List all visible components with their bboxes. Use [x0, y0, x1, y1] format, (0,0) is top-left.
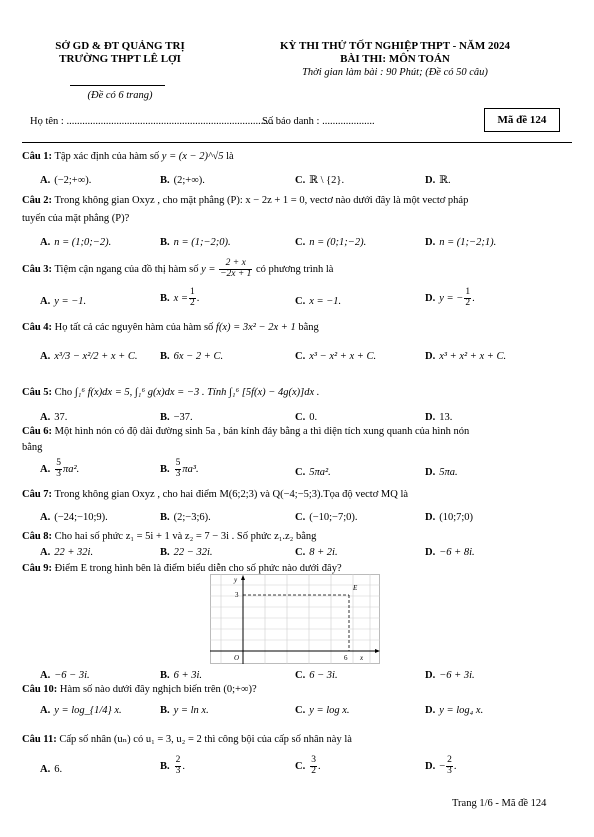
question-text: Cho [54, 387, 73, 398]
option-d: D. ℝ. [425, 175, 451, 186]
question-math: f(x) = 3x² − 2x + 1 [215, 322, 296, 333]
question-4-options [40, 350, 580, 364]
sbd-field: Số báo danh : .................... [262, 116, 375, 127]
option-b: B. y = ln x. [160, 705, 209, 716]
question-label: Câu 2: [22, 195, 53, 206]
question-label: Câu 7: [22, 489, 53, 500]
option-d: D. y = − $\frac{1}{2}$ . [425, 287, 475, 308]
pages-note: (Đề có 6 trang) [87, 90, 153, 101]
fraction: $\frac{2 + x}{-2x + 1}$ [220, 258, 252, 279]
question-11-options [40, 755, 580, 777]
question-8-options [40, 546, 580, 560]
question-label: Câu 5: [22, 387, 53, 398]
question-6 [22, 425, 572, 438]
question-math: ∫₁⁶ f(x)dx = 5, ∫₁⁶ g(x)dx = −3 . Tính ∫₁⁶ [5f(x) − 4g(x)]dx . [74, 387, 320, 398]
header-divider [70, 85, 165, 86]
option-b: B. (2;−3;6). [160, 512, 211, 523]
option-c: C. (−10;−7;0). [295, 512, 358, 523]
option-b: B. −37. [160, 412, 193, 423]
option-b: B. (2;+∞). [160, 175, 205, 186]
point-label: E [353, 584, 358, 592]
option-c: C. x³ − x² + x + C. [295, 351, 377, 362]
question-text: Cho hai số phức z₁ = 5i + 1 và z₂ = 7 − 3i . Số phức z₁.z₂ bằng [54, 531, 317, 542]
question-text: Trong không gian Oxyz , cho mặt phẳng (P): x − 2z + 1 = 0, vectơ nào dưới đây là một vectơ pháp [54, 195, 469, 206]
x-tick-label: 6 [344, 654, 348, 662]
option-b: B. 6 + 3i. [160, 670, 203, 681]
question-tail: là [226, 151, 234, 162]
question-label: Câu 11: [22, 734, 57, 745]
question-label: Câu 9: [22, 563, 53, 574]
question-1-options [40, 174, 580, 188]
option-b: B. x = $\frac{1}{2}$ . [160, 287, 200, 308]
option-a: A. (−2;+∞). [40, 175, 92, 186]
subject-title: BÀI THI: MÔN TOÁN [340, 53, 450, 65]
option-d: D. y = log₄ x. [425, 705, 484, 716]
option-b: B. $\frac{5}{3}$ πa³. [160, 458, 199, 479]
y-axis-label: y [234, 576, 238, 584]
question-label: Câu 6: [22, 426, 53, 437]
question-text: Hàm số nào dưới đây nghịch biến trên (0;+∞)? [59, 684, 257, 695]
question-label: Câu 10: [22, 684, 58, 695]
question-label: Câu 3: [22, 263, 53, 275]
page-footer: Trang 1/6 - Mã đề 124 [452, 798, 547, 809]
question-label: Câu 4: [22, 322, 53, 333]
option-a: A. 22 + 32i. [40, 547, 94, 558]
question-10-options [40, 704, 580, 718]
question-3: Câu 3: Tiệm cận ngang của đồ thị hàm số y = $\frac{2 + x}{-2x + 1}$ có phương trình là [22, 258, 334, 279]
question-2-options [40, 236, 580, 250]
question-tail: bằng [298, 322, 319, 333]
option-d: D. n = (1;−2;1). [425, 237, 497, 248]
complex-plane-figure [210, 574, 380, 664]
question-tail: có phương trình là [256, 263, 334, 275]
option-c: C. n = (0;1;−2). [295, 237, 367, 248]
option-c: C. ℝ \ {2}. [295, 175, 345, 186]
question-text: Tập xác định của hàm số [54, 151, 160, 162]
question-10 [22, 683, 572, 696]
x-axis-label: x [360, 654, 364, 662]
question-label: Câu 8: [22, 531, 53, 542]
school-name: TRƯỜNG THPT LÊ LỢI [59, 53, 181, 65]
question-text: Trong không gian Oxyz , cho hai điểm M(6;2;3) và Q(−4;−5;3).Tọa độ vectơ MQ là [54, 489, 409, 500]
exam-title: KỲ THI THỬ TỐT NGHIỆP THPT - NĂM 2024 [279, 40, 511, 52]
top-rule [22, 142, 572, 143]
option-a: A. y = log_{1/4} x. [40, 705, 122, 716]
name-field: Họ tên : ............................................................................... [30, 116, 274, 127]
question-label: Câu 1: [22, 151, 53, 162]
question-9-options [40, 669, 580, 683]
option-b: B. 6x − 2 + C. [160, 351, 224, 362]
question-7-options [40, 511, 580, 525]
option-b: B. n = (1;−2;0). [160, 237, 231, 248]
department-name: SỞ GD & ĐT QUẢNG TRỊ [55, 40, 185, 52]
option-c: C. y = log x. [295, 705, 350, 716]
option-a: A. (−24;−10;9). [40, 512, 108, 523]
option-a: A. $\frac{5}{3}$ πa². [40, 458, 80, 479]
option-a: A. −6 − 3i. [40, 670, 90, 681]
option-d: D. −6 + 8i. [425, 547, 475, 558]
question-text: Một hình nón có độ dài đường sinh 5a , bán kính đáy bằng a thì diện tích xung quanh của hình nón [54, 426, 470, 437]
question-6-options [40, 458, 580, 480]
y-tick-label: 3 [235, 591, 239, 599]
question-math: y = (x − 2)^√5 [161, 151, 224, 162]
option-c: C. 0. [295, 412, 318, 423]
option-a: A. 6. [40, 764, 63, 775]
origin-label: O [234, 654, 240, 662]
time-note: Thời gian làm bài : 90 Phút; (Đề có 50 câu) [302, 67, 488, 78]
question-6-line2: bằng [22, 442, 43, 453]
option-d: D. 5πa. [425, 467, 458, 478]
question-2 [22, 194, 572, 207]
option-c: C. 8 + 2i. [295, 547, 338, 558]
option-d: D. 13. [425, 412, 453, 423]
option-d: D. − $\frac{2}{3}$ . [425, 755, 457, 776]
question-8 [22, 530, 572, 543]
question-text: Cấp số nhân (uₙ) có u₁ = 3, u₂ = 2 thì công bội của cấp số nhân này là [59, 734, 352, 745]
option-a: A. y = −1. [40, 296, 87, 307]
question-11 [22, 733, 572, 746]
ma-de-box: Mã đề 124 [484, 108, 560, 132]
question-5 [22, 386, 572, 399]
option-c: C. 6 − 3i. [295, 670, 338, 681]
option-a: A. n = (1;0;−2). [40, 237, 112, 248]
option-c: C. 5πa². [295, 467, 331, 478]
option-c: C. x = −1. [295, 296, 342, 307]
question-text: Họ tất cả các nguyên hàm của hàm số [54, 322, 214, 333]
option-b: B. $\frac{2}{3}$ . [160, 755, 186, 776]
question-text: Điểm E trong hình bên là điểm biểu diễn cho số phức nào dưới đây? [54, 563, 342, 574]
question-3-options [40, 287, 580, 309]
question-text: Tiệm cận ngang của đồ thị hàm số [54, 263, 199, 275]
option-a: A. x³/3 − x²/2 + x + C. [40, 351, 138, 362]
option-d: D. x³ + x² + x + C. [425, 351, 507, 362]
question-4 [22, 321, 572, 334]
option-c: C. $\frac{3}{2}$ . [295, 755, 321, 776]
question-7 [22, 488, 572, 501]
question-5-options [40, 411, 580, 425]
option-a: A. 37. [40, 412, 68, 423]
option-d: D. −6 + 3i. [425, 670, 475, 681]
question-2-line2: tuyến của mặt phẳng (P)? [22, 213, 130, 224]
option-b: B. 22 − 32i. [160, 547, 213, 558]
option-d: D. (10;7;0) [425, 512, 474, 523]
question-1 [22, 150, 572, 163]
